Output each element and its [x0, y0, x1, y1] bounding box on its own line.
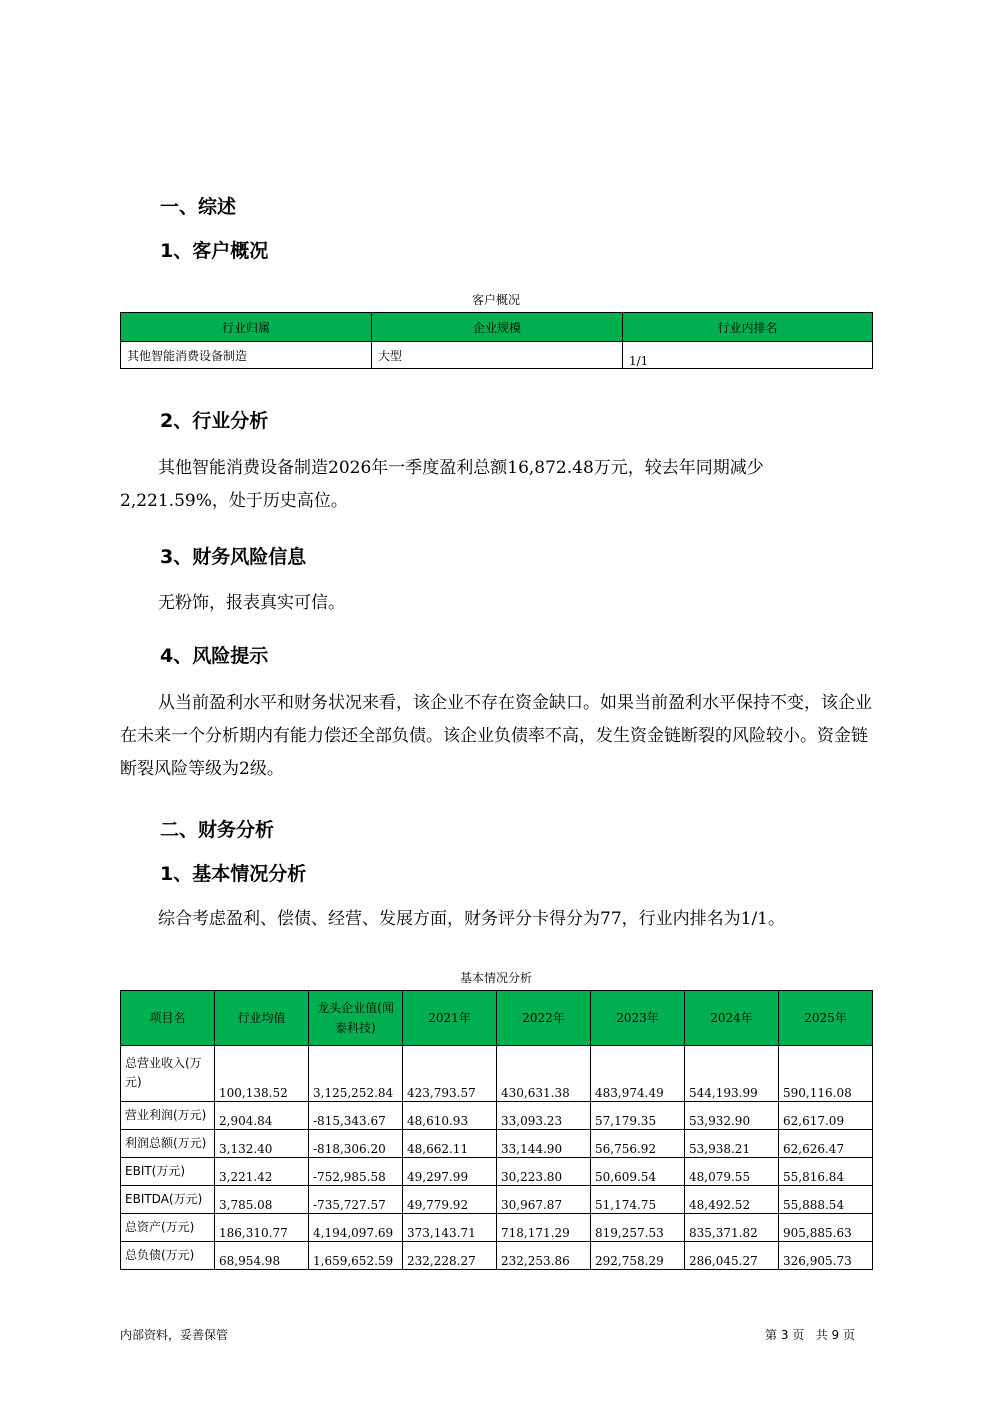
- section-title-overview: 一、综述: [160, 196, 237, 218]
- table-cell: 53,932.90: [685, 1102, 779, 1130]
- table-row-label: EBIT(万元): [121, 1158, 215, 1186]
- section-title-financial: 二、财务分析: [160, 819, 275, 841]
- table-row: [121, 1242, 873, 1270]
- table-row-label: 总资产(万元): [121, 1214, 215, 1242]
- table-cell: 483,974.49: [591, 1046, 685, 1102]
- table-cell: 49,297.99: [403, 1158, 497, 1186]
- table-cell: 423,793.57: [403, 1046, 497, 1102]
- table-row: [121, 1046, 873, 1102]
- table-row: [121, 1158, 873, 1186]
- table-cell: 2,904.84: [215, 1102, 309, 1130]
- table-cell: -818,306.20: [309, 1130, 403, 1158]
- table-cell: 905,885.63: [779, 1214, 873, 1242]
- table-cell: 大型: [372, 342, 623, 369]
- table-cell: 30,967.87: [497, 1186, 591, 1214]
- table-row-label: EBITDA(万元): [121, 1186, 215, 1214]
- table-cell: 33,144.90: [497, 1130, 591, 1158]
- table-caption-basic: 基本情况分析: [459, 971, 532, 985]
- customer-overview-table: [120, 312, 873, 369]
- paragraph-risk-warning: 从当前盈利水平和财务状况来看，该企业不存在资金缺口。如果当前盈利水平保持不变，该企业在未来一个分析期内有能力偿还全部负债。该企业负债率不高，发生资金链断裂的风险较小。资金链断裂风险等级为2级。: [120, 693, 872, 779]
- table-cell: 3,785.08: [215, 1186, 309, 1214]
- table-cell: 286,045.27: [685, 1242, 779, 1270]
- table-cell: 49,779.92: [403, 1186, 497, 1214]
- table-cell: 48,079.55: [685, 1158, 779, 1186]
- footer-page-number: 第 3 页 共 9 页: [765, 1328, 855, 1342]
- table-cell: 544,193.99: [685, 1046, 779, 1102]
- table-cell: 33,093.23: [497, 1102, 591, 1130]
- table-cell: 3,125,252.84: [309, 1046, 403, 1102]
- table-cell: 56,756.92: [591, 1130, 685, 1158]
- table-cell: 326,905.73: [779, 1242, 873, 1270]
- paragraph-industry: 其他智能消费设备制造2026年一季度盈利总额16,872.48万元，较去年同期减少2,221.59%，处于历史高位。: [120, 458, 764, 511]
- table-header-cell: 2022年: [497, 991, 591, 1046]
- table-cell: 819,257.53: [591, 1214, 685, 1242]
- table-cell: 55,888.54: [779, 1186, 873, 1214]
- table-row: [121, 1186, 873, 1214]
- table-header-row: [121, 313, 873, 342]
- table-cell: 4,194,097.69: [309, 1214, 403, 1242]
- table-header-cell: 2024年: [685, 991, 779, 1046]
- table-cell: 3,132.40: [215, 1130, 309, 1158]
- table-cell: 1,659,652.59: [309, 1242, 403, 1270]
- table-header-cell: 行业内排名: [623, 313, 873, 342]
- table-cell: 232,253.86: [497, 1242, 591, 1270]
- table-cell: 57,179.35: [591, 1102, 685, 1130]
- footer-confidential-note: 内部资料，妥善保管: [120, 1328, 229, 1342]
- table-cell: 186,310.77: [215, 1214, 309, 1242]
- table-cell: 3,221.42: [215, 1158, 309, 1186]
- table-cell: 62,617.09: [779, 1102, 873, 1130]
- table-cell: 68,954.98: [215, 1242, 309, 1270]
- table-row-label: 营业利润(万元): [121, 1102, 215, 1130]
- table-cell: -735,727.57: [309, 1186, 403, 1214]
- subsection-title-customer: 1、客户概况: [160, 240, 269, 262]
- paragraph-risk-info: 无粉饰，报表真实可信。: [158, 593, 345, 613]
- table-row-label: 总负债(万元): [121, 1242, 215, 1270]
- table-header-cell: 2023年: [591, 991, 685, 1046]
- table-cell: -752,985.58: [309, 1158, 403, 1186]
- table-cell: 100,138.52: [215, 1046, 309, 1102]
- table-cell: 55,816.84: [779, 1158, 873, 1186]
- table-header-row: [121, 991, 873, 1046]
- table-cell: 51,174.75: [591, 1186, 685, 1214]
- subsection-title-industry: 2、行业分析: [160, 410, 269, 432]
- table-caption-customer: 客户概况: [471, 293, 520, 307]
- table-row: [121, 1130, 873, 1158]
- basic-analysis-table: [120, 990, 873, 1270]
- table-header-cell: 企业规模: [372, 313, 623, 342]
- subsection-title-risk-info: 3、财务风险信息: [160, 546, 307, 568]
- table-cell: 590,116.08: [779, 1046, 873, 1102]
- table-header-cell: 龙头企业值(闻泰科技): [309, 991, 403, 1046]
- table-cell: 1/1: [623, 342, 873, 369]
- table-cell: 53,938.21: [685, 1130, 779, 1158]
- table-header-cell: 行业归属: [121, 313, 372, 342]
- table-row: [121, 1102, 873, 1130]
- table-header-cell: 行业均值: [215, 991, 309, 1046]
- table-cell: 430,631.38: [497, 1046, 591, 1102]
- table-cell: 30,223.80: [497, 1158, 591, 1186]
- table-header-cell: 2021年: [403, 991, 497, 1046]
- table-cell: 373,143.71: [403, 1214, 497, 1242]
- table-row: [121, 1214, 873, 1242]
- table-cell: 48,662.11: [403, 1130, 497, 1158]
- table-cell: 232,228.27: [403, 1242, 497, 1270]
- table-header-cell: 2025年: [779, 991, 873, 1046]
- table-header-cell: 项目名: [121, 991, 215, 1046]
- subsection-title-basic: 1、基本情况分析: [160, 863, 307, 885]
- table-row-label: 总营业收入(万元): [121, 1046, 215, 1102]
- table-cell: 48,492.52: [685, 1186, 779, 1214]
- table-cell: 50,609.54: [591, 1158, 685, 1186]
- table-cell: 835,371.82: [685, 1214, 779, 1242]
- subsection-title-risk-warning: 4、风险提示: [160, 645, 269, 667]
- paragraph-basic: 综合考虑盈利、偿债、经营、发展方面，财务评分卡得分为77，行业内排名为1/1。: [158, 909, 785, 929]
- table-cell: 其他智能消费设备制造: [121, 342, 372, 369]
- table-cell: 718,171.29: [497, 1214, 591, 1242]
- table-cell: 48,610.93: [403, 1102, 497, 1130]
- table-cell: -815,343.67: [309, 1102, 403, 1130]
- table-cell: 292,758.29: [591, 1242, 685, 1270]
- table-row: [121, 342, 873, 369]
- table-row-label: 利润总额(万元): [121, 1130, 215, 1158]
- table-cell: 62,626.47: [779, 1130, 873, 1158]
